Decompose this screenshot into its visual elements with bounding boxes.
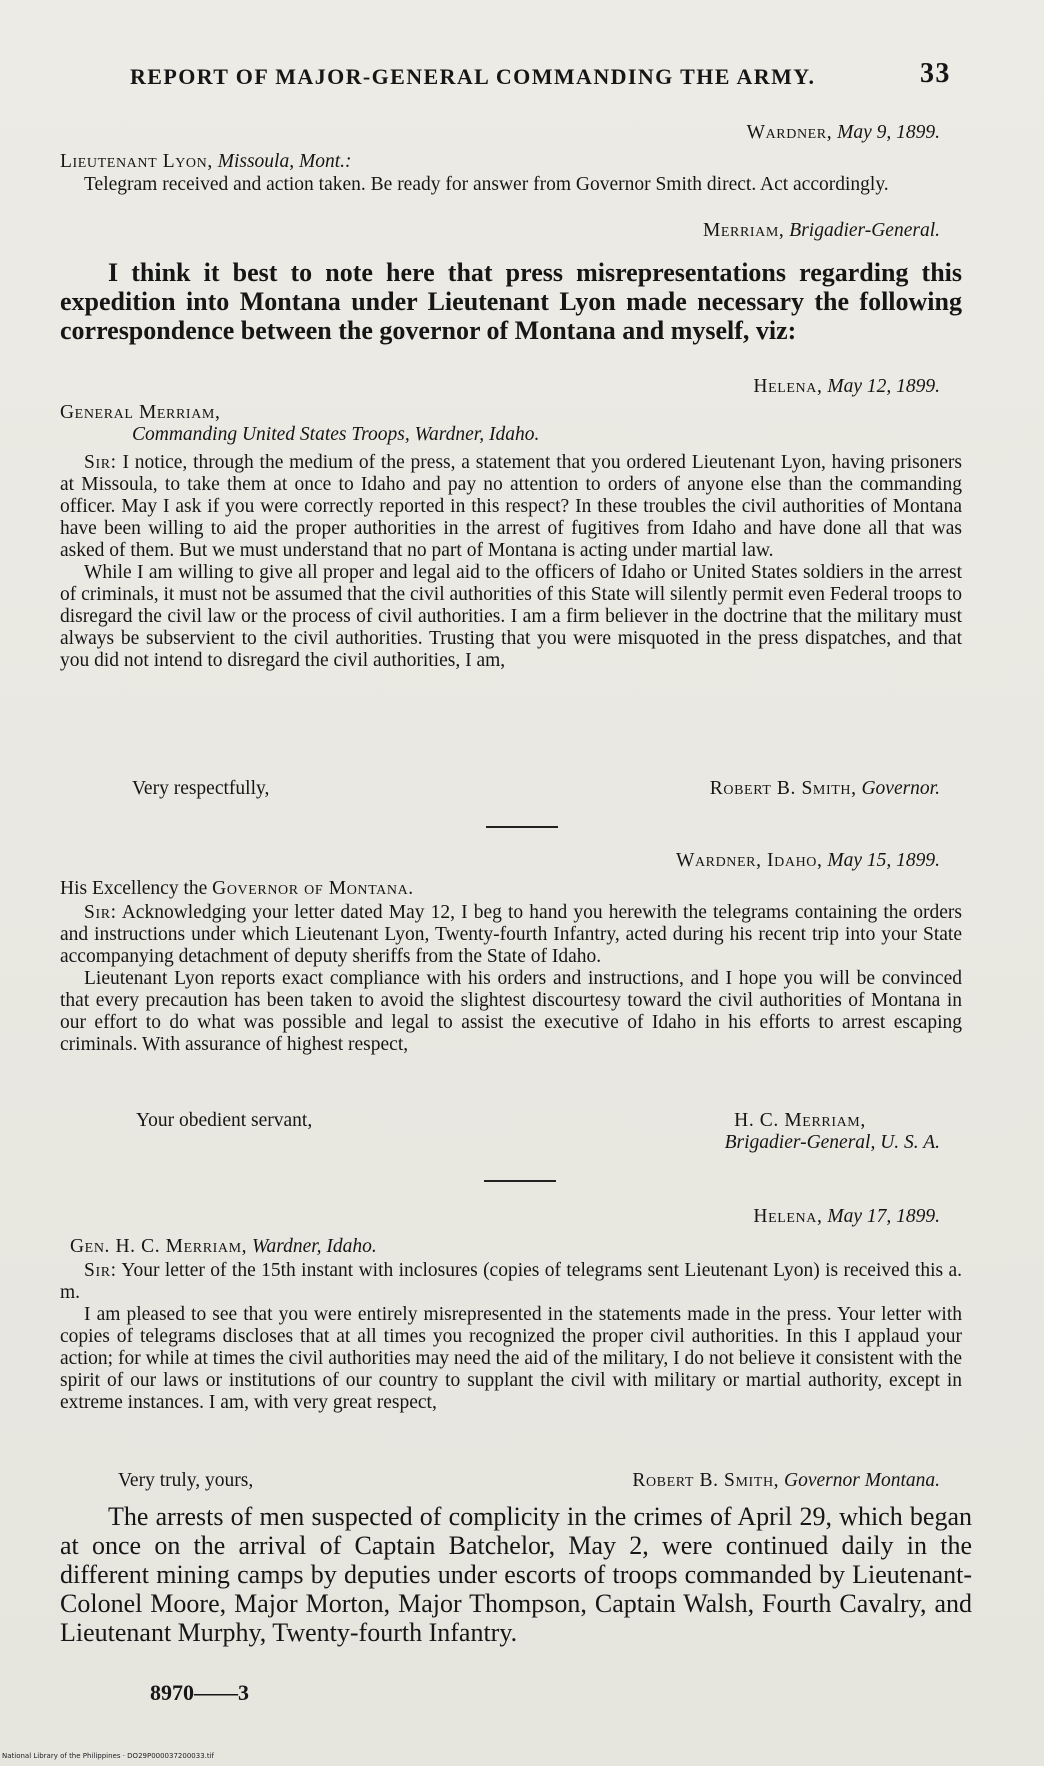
addressee-lyon: Lieutenant Lyon, Missoula, Mont.: <box>60 151 352 172</box>
signature-merriam: Merriam, Brigadier-General. <box>702 220 940 241</box>
letter3-body <box>60 1260 962 1414</box>
letter1-paragraph-1: Sir: I notice, through the medium of the press, a statement that you ordered Lieutenant Lyon, having prisoners at Missoula, to take them at once to Idaho and pay no attention to orders of anyone else than the commanding officer. May I ask if you were correctly reported in this respect? In these troubles the civil authorities of Montana have been willing to aid the proper authorities in the arrest of fugitives from Idaho and have done all that was asked of them. But we must understand that no part of Montana is acting under martial law. <box>60 452 963 561</box>
letter1-addressee: General Merriam, <box>60 402 221 423</box>
letter2-paragraph-2: Lieutenant Lyon reports exact compliance with his orders and instructions, and I hope you will be convinced that every precaution has been taken to avoid the slightest discourtesy toward the civil authorities of Montana in our effort to do what was possible and legal to assist the executive of Idaho in his efforts to arrest escaping criminals. With assurance of highest respect, <box>60 968 962 1055</box>
letter2-paragraph-1: Sir: Acknowledging your letter dated May 12, I beg to hand you herewith the telegrams containing the orders and instructions under which Lieutenant Lyon, Twenty-fourth Infantry, acted during his recent trip into your State accompanying detachment of deputy sheriffs from the State of Idaho. <box>60 902 962 967</box>
section-rule <box>486 826 558 828</box>
dateline-wardner-may-9: Wardner, May 9, 1899. <box>746 122 940 143</box>
letter1-addressee-title: Commanding United States Troops, Wardner, Idaho. <box>132 424 540 445</box>
closing-paragraph: The arrests of men suspected of complicity in the crimes of April 29, which began at once on the arrival of Captain Batchelor, May 2, were continued daily in the different mining camps by deputies under escorts of troops commanded by Lieutenant-Colonel Moore, Major Morton, Major Thompson, Captain Walsh, Fourth Cavalry, and Lieutenant Murphy, Twenty-fourth Infantry. <box>60 1502 972 1647</box>
signature-hc-merriam-title: Brigadier-General, U. S. A. <box>724 1132 940 1153</box>
letter1-body <box>60 452 962 672</box>
letter2-body <box>60 902 962 1056</box>
intro-paragraph: I think it best to note here that press misrepresentations regarding this expedition into Montana under Lieutenant Lyon made necessary the following correspondence between the governor of Montana and myself, viz: <box>60 258 962 345</box>
signature-smith: Robert B. Smith, Governor. <box>709 778 940 799</box>
dateline-wardner-may-15: Wardner, Idaho, May 15, 1899. <box>675 850 940 871</box>
signature-smith-montana: Robert B. Smith, Governor Montana. <box>632 1470 940 1491</box>
letter3-closing: Very truly, yours, <box>118 1470 254 1491</box>
letter1-paragraph-2: While I am willing to give all proper and legal aid to the officers of Idaho or United States soldiers in the arrest of criminals, it must not be assumed that the civil authorities of this State will silently permit even Federal troops to disregard the civil law or the process of civil authorities. I am a firm believer in the doctrine that the military must always be subservient to the civil authorities. Trusting that you were misquoted in the press dispatches, and that you did not intend to disregard the civil authorities, I am, <box>60 562 962 671</box>
dateline-helena-may-12: Helena, May 12, 1899. <box>753 376 940 397</box>
letter3-paragraph-1: Sir: Your letter of the 15th instant with inclosures (copies of telegrams sent Lieutenant Lyon) is received this a. m. <box>60 1260 962 1303</box>
dateline-helena-may-17: Helena, May 17, 1899. <box>753 1206 940 1227</box>
page-number: 33 <box>920 58 951 89</box>
letter1-closing: Very respectfully, <box>132 778 270 799</box>
telegram-body: Telegram received and action taken. Be ready for answer from Governor Smith direct. Act accordingly. <box>84 174 889 195</box>
running-head-title: REPORT OF MAJOR-GENERAL COMMANDING THE ARMY. <box>130 64 816 89</box>
signature-hc-merriam: H. C. Merriam, <box>734 1110 866 1131</box>
letter2-addressee: His Excellency the Governor of Montana. <box>60 878 414 899</box>
scan-credit: National Library of the Philippines · DO29P000037200033.tif <box>2 1752 215 1760</box>
letter3-paragraph-2: I am pleased to see that you were entirely misrepresented in the statements made in the press. Your letter with copies of telegrams discloses that at all times you recognized the proper civil authorities. In this I applaud your action; for while at times the civil authorities may need the aid of the military, I do not believe it consistent with the spirit of our laws or institutions of our country to supplant the civil with military or martial authority, except in extreme instances. I am, with very great respect, <box>60 1304 962 1413</box>
section-rule <box>484 1180 556 1182</box>
letter2-closing: Your obedient servant, <box>136 1110 313 1131</box>
signature-mark: 8970——3 <box>150 1680 249 1705</box>
letter3-addressee: Gen. H. C. Merriam, Wardner, Idaho. <box>70 1236 377 1257</box>
